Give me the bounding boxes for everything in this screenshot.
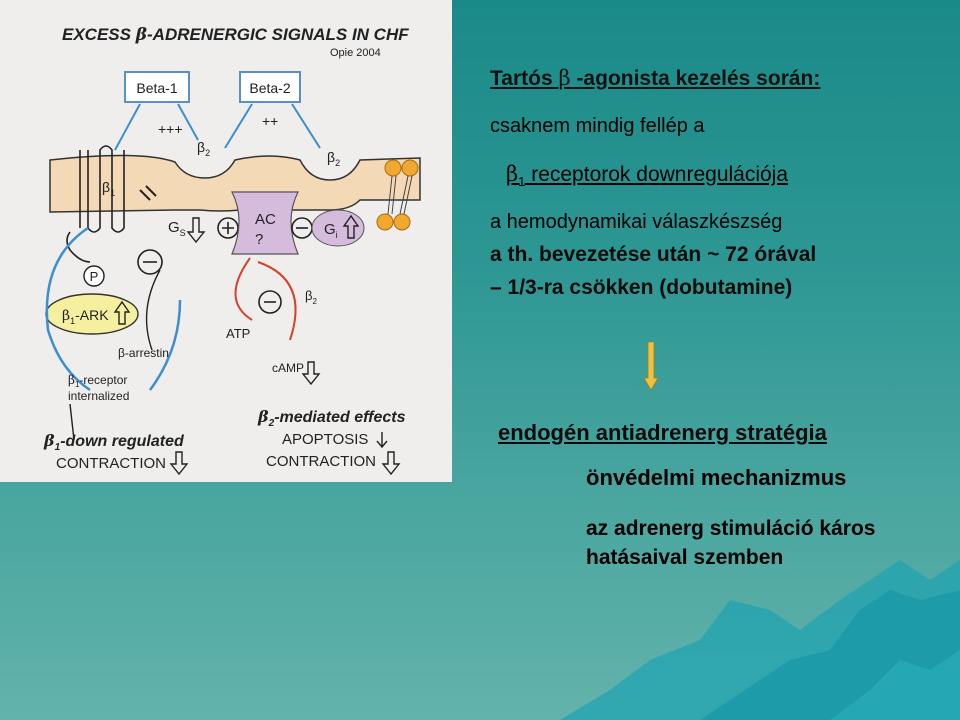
slide-heading: Tartós β -agonista kezelés során: — [490, 66, 821, 90]
beta2-box-label: Beta-2 — [249, 80, 291, 96]
beta2-symbol-right: $\beta_2$ — [327, 149, 341, 168]
atp-label: ATP — [226, 326, 251, 341]
gs-label: $G_S$ — [168, 219, 186, 238]
camp-red-arrow — [258, 262, 296, 340]
beta1-ark-label: $\beta_1$-ARK — [62, 307, 109, 326]
strategy-point-2: az adrenerg stimuláció káros hatásaival szemben — [586, 517, 876, 569]
internalized-label: internalized — [68, 389, 130, 403]
gi-label: $G_i$ — [324, 221, 338, 240]
text-line-4: a th. bevezetése után ~ 72 órával — [490, 243, 817, 266]
text-line-3: a hemodynamikai válaszkészség — [490, 211, 783, 233]
atp-red-curve — [235, 258, 252, 320]
plus2-label: ++ — [262, 113, 279, 129]
b1-receptor-label: $\beta_1$-receptor — [68, 373, 128, 389]
arrestin-curve — [147, 270, 160, 350]
beta2-symbol-left: $\beta_2$ — [197, 139, 211, 158]
figure-credit: Opie 2004 — [330, 47, 381, 59]
contraction-right: CONTRACTION — [266, 453, 376, 470]
gi-protein — [312, 210, 364, 246]
box-arrows — [115, 104, 320, 150]
apoptosis-arrow — [377, 432, 387, 447]
down-arrow-icon — [644, 342, 658, 390]
strategy-heading: endogén antiadrenerg stratégia — [498, 420, 827, 445]
beta1-symbol: $\beta_1$ — [102, 179, 116, 198]
ac-question: ? — [255, 231, 264, 248]
camp-label: cAMP — [272, 361, 305, 375]
ac-label: AC — [255, 211, 276, 228]
barrestin-label: β-arrestin — [118, 346, 169, 360]
beta2-symbol-camp: $\beta_2$ — [305, 288, 317, 306]
text-line-1: csaknem mindig fellép a — [490, 115, 705, 137]
contraction-right-arrow — [383, 452, 399, 474]
figure-title: EXCESS β-ADRENERGIC SIGNALS IN CHF — [62, 25, 409, 45]
contraction-left-arrow — [171, 452, 187, 474]
phospho-label: P — [89, 269, 99, 284]
signaling-figure — [0, 0, 452, 482]
b2-mediated-effects: $\beta_2$-mediated effects — [258, 407, 406, 429]
camp-down-arrow — [303, 362, 319, 384]
b1-down-regulated: $\beta_1$-down regulated — [44, 431, 184, 453]
recycling-arrow — [150, 300, 180, 390]
plus3-label: +++ — [158, 121, 183, 137]
strategy-point-1: önvédelmi mechanizmus — [586, 465, 847, 490]
text-line-2: $\beta_1$ receptorok downregulációja — [506, 162, 789, 190]
contraction-left: CONTRACTION — [56, 455, 166, 472]
beta1-box-label: Beta-1 — [136, 80, 178, 96]
apoptosis-label: APOPTOSIS — [282, 431, 369, 448]
gs-down-arrow — [188, 218, 204, 242]
text-line-5: – 1/3-ra csökken (dobutamine) — [490, 276, 793, 299]
